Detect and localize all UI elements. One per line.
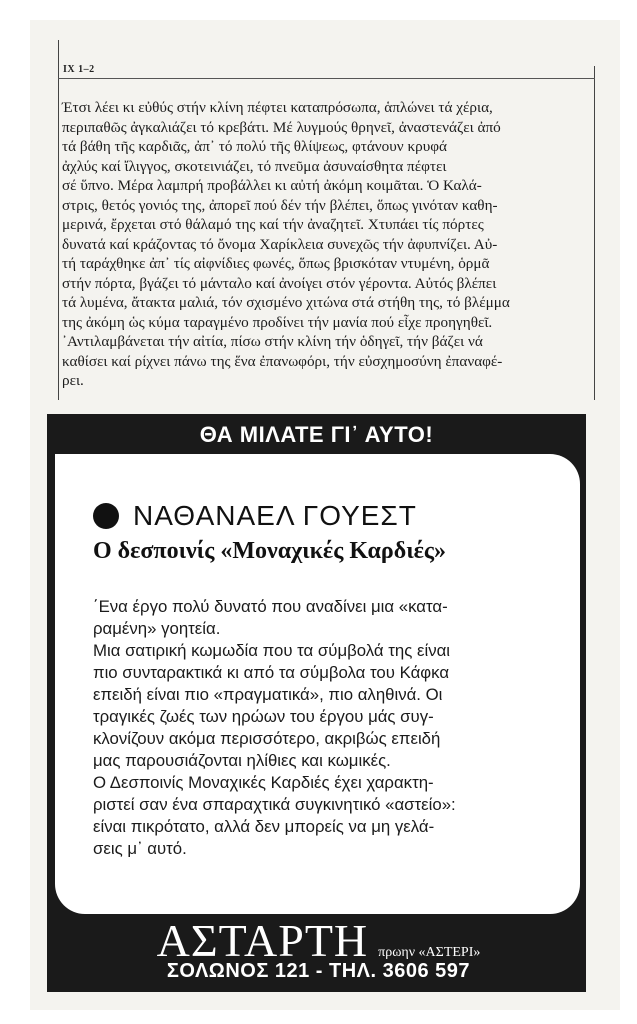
ad-line: ΄Ενα έργο πολύ δυνατό που αναδίνει μια «κατα-: [93, 597, 448, 616]
ad-line: κλονίζουν ακόμα περισσότερο, ακριβώς επειδή: [93, 729, 441, 748]
body-line: στρις, θετός γονιός της, ἀπορεῖ πού δέν τήν βλέπει, ὅπως γινόταν καθη-: [62, 196, 498, 214]
header-rule: [58, 78, 595, 79]
body-line: στήν πόρτα, βγάζει τό μάνταλο καί ἀνοίγει στόν γέροντα. Αὐτός βλέπει: [62, 274, 497, 292]
body-line: Έτσι λέει κι εὐθύς στήν κλίνη πέφτει καταπρόσωπα, ἁπλώνει τά χέρια,: [62, 99, 493, 116]
venue-name: ΑΣΤΑΡΤΗ: [156, 915, 369, 966]
body-line: τή ταράχθηκε ἀπ᾽ τίς αἰφνίδιες φωνές, ὅπως βρισκόταν ντυμένη, ὁρμᾶ: [62, 255, 490, 272]
body-line: σέ ὕπνο. Μέρα λαμπρή προβάλλει κι αὐτή ἀκόμη κοιμᾶται. Ὁ Καλά-: [62, 177, 482, 194]
ad-line: σεις μ᾽ αυτό.: [93, 839, 187, 858]
body-line: περιπαθῶς ἀγκαλιάζει τό κρεβάτι. Μέ λυγμούς θρηνεῖ, ἀναστενάζει ἀπό: [62, 118, 501, 136]
author-name: ΝΑΘΑΝΑΕΛ ΓΟΥΕΣΤ: [133, 500, 417, 531]
body-line: ἀχλύς καί ἴλιγγος, σκοτεινιάζει, τό πνεῦμα ἀσυναίσθητα πέφτει: [62, 157, 447, 175]
ad-line: πιο συνταρακτικά κι από τα σύμβολα του Κάφκα: [93, 663, 450, 682]
ad-line: επειδή είναι πιο «πραγματικά», πιο αληθινά. Οι: [93, 685, 443, 704]
ad-header: ΘΑ ΜΙΛΑΤΕ ΓΙ᾽ ΑΥΤΟ!: [199, 422, 434, 447]
ad-line: είναι πικρότατο, αλλά δεν μπορείς να μη γελά-: [93, 817, 435, 836]
ad-line: Ο Δεσποινίς Μοναχικές Καρδιές έχει χαρακτη-: [93, 773, 434, 792]
body-line: καθίσει καί ρίχνει πάνω της ἕνα ἐπανωφόρι, τήν εὐσχημοσύνη ἐπαναφέ-: [62, 352, 503, 370]
venue-address: ΣΟΛΩΝΟΣ 121 - ΤΗΛ. 3606 597: [166, 960, 471, 982]
ad-line: Μια σατιρική κωμωδία που τα σύμβολά της είναι: [93, 641, 451, 660]
ad-description: [93, 596, 539, 860]
body-line: τά βάθη τῆς καρδιᾶς, ἀπ᾽ τό πολύ τῆς θλίψεως, φτάνουν κρυφά: [62, 138, 447, 155]
body-line: δυνατά καί κράζοντας τό ὄνομα Χαρίκλεια συνεχῶς τήν ἀφυπνίζει. Αὐ-: [62, 235, 498, 253]
body-line: μερινά, ἔρχεται στό θάλαμό της καί τήν ἀναζητεῖ. Χτυπάει τίς πόρτες: [62, 216, 484, 233]
ad-line: ριστεί σαν ένα σπαραχτικά συγκινητικό «αστείο»:: [93, 795, 456, 814]
ad-line: ραμένη» γοητεία.: [93, 619, 221, 638]
body-line: ρει.: [62, 372, 84, 389]
column-rule-left: [58, 40, 59, 400]
author-row: [93, 500, 417, 532]
ad-line: μας παρουσιάζονται ηλίθιες και κωμικές.: [93, 751, 391, 770]
play-title: Ο δεσποινίς «Μοναχικές Καρδιές»: [93, 538, 447, 564]
page-marker: IX 1–2: [63, 64, 95, 75]
venue-row: [0, 915, 637, 966]
ad-line: τραγικές ζωές των ηρώων του έργου μάς συγ-: [93, 707, 434, 726]
body-text: [62, 98, 590, 391]
body-line: ᾽Αντιλαμβάνεται τήν αἰτία, πίσω στήν κλίνη τήν ὁδηγεῖ, τήν βάζει νά: [62, 333, 483, 350]
body-line: τά λυμένα, ἄτακτα μαλιά, τόν σχισμένο χιτώνα στά στήθη της, τό βλέμμα: [62, 294, 510, 311]
column-rule-right: [594, 66, 595, 400]
body-line: της ἀκόμη ὡς κύμα ταραγμένο προδίνει τήν μανία πού εἶχε προηγηθεῖ.: [62, 313, 493, 331]
bullet-icon: [93, 503, 119, 529]
venue-former-name: πρωην «ΑΣΤΕΡΙ»: [378, 945, 481, 960]
